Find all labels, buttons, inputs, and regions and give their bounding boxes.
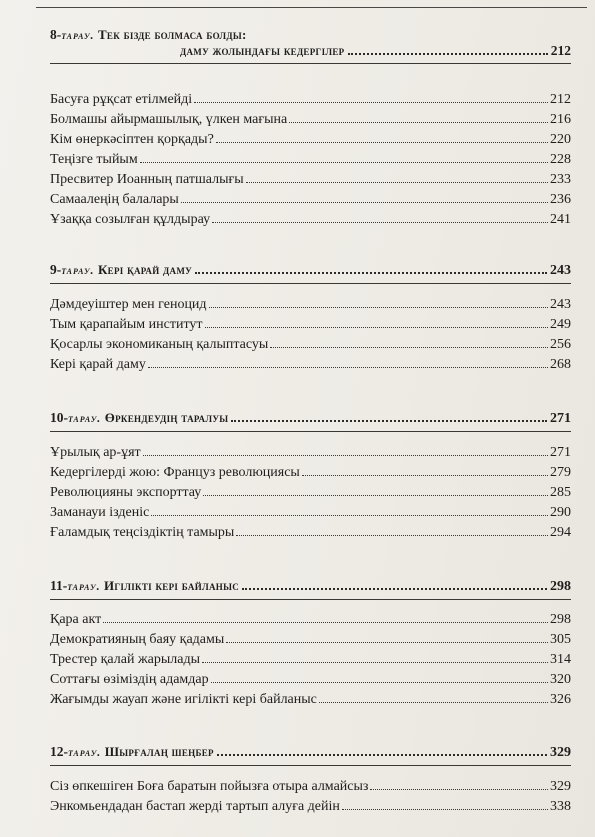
toc-entry[interactable] xyxy=(50,210,571,230)
dot-leader xyxy=(216,142,548,143)
dot-leader xyxy=(342,809,548,810)
dot-leader xyxy=(212,222,548,223)
dot-leader xyxy=(181,202,548,203)
chapter-page: 212 xyxy=(550,43,571,58)
chapter-heading-9 xyxy=(50,262,571,284)
dot-leader xyxy=(143,455,548,456)
entry-label: Самаалеңің балалары xyxy=(50,192,179,207)
toc-entry[interactable] xyxy=(50,463,571,483)
entry-label: Басуға рұқсат етілмейді xyxy=(50,92,193,107)
entry-page: 271 xyxy=(550,445,571,460)
toc-entry[interactable] xyxy=(50,610,571,630)
chapter-11-entries xyxy=(50,610,571,710)
entry-page: 212 xyxy=(550,92,571,107)
entry-page: 326 xyxy=(550,692,571,707)
chapter-page: 298 xyxy=(550,579,571,594)
chapter-9-entries xyxy=(50,295,571,375)
chapter-title: Өркендеудің таралуы xyxy=(104,410,229,425)
entry-page: 294 xyxy=(550,525,571,540)
entry-label: Теңізге тыйым xyxy=(50,152,138,167)
entry-label: Соттағы өзіміздің адамдар xyxy=(50,672,209,687)
entry-label: Кім өнеркәсіптен қорқады? xyxy=(50,132,214,147)
chapter-heading-11 xyxy=(50,578,571,600)
dot-leader xyxy=(217,754,547,756)
dot-leader xyxy=(226,642,548,643)
toc-entry[interactable] xyxy=(50,690,571,710)
entry-page: 228 xyxy=(550,152,571,167)
chapter-title: Игілікті кері байланыс xyxy=(103,578,240,593)
entry-page: 338 xyxy=(550,799,571,814)
toc-entry[interactable] xyxy=(50,150,571,170)
chapter-rule xyxy=(50,283,571,284)
dot-leader xyxy=(202,662,548,663)
dot-leader xyxy=(270,347,548,348)
toc-entry[interactable] xyxy=(50,335,571,355)
toc-entry[interactable] xyxy=(50,355,571,375)
toc-entry[interactable] xyxy=(50,670,571,690)
toc-entry[interactable] xyxy=(50,797,571,817)
chapter-rule xyxy=(50,599,571,600)
top-rule xyxy=(36,7,587,8)
chapter-title-continued: даму жолындағы кедергілер xyxy=(180,43,345,58)
toc-entry[interactable] xyxy=(50,315,571,335)
chapter-title: Кері қарай даму xyxy=(97,262,193,277)
entry-page: 216 xyxy=(550,112,571,127)
entry-label: Пресвитер Иоанның патшалығы xyxy=(50,172,244,187)
dot-leader xyxy=(236,535,548,536)
toc-entry[interactable] xyxy=(50,130,571,150)
dot-leader xyxy=(205,327,549,328)
toc-entry[interactable] xyxy=(50,483,571,503)
chapter-title: Шырғалаң шеңбер xyxy=(104,744,214,759)
chapter-word: тарау. xyxy=(61,28,95,42)
dot-leader xyxy=(319,702,548,703)
dot-leader xyxy=(231,420,547,422)
chapter-number: 10- xyxy=(50,410,68,425)
toc-entry[interactable] xyxy=(50,90,571,110)
entry-label: Жағымды жауап және игілікті кері байланыс xyxy=(50,692,317,707)
chapter-word: тарау. xyxy=(61,263,95,277)
toc-entry[interactable] xyxy=(50,523,571,543)
entry-label: Сіз өпкешіген Боға баратын пойызға отыра алмайсыз xyxy=(50,779,369,794)
entry-page: 249 xyxy=(550,317,571,332)
chapter-word: тарау. xyxy=(68,411,102,425)
dot-leader xyxy=(370,789,548,790)
dot-leader xyxy=(103,622,548,623)
chapter-8-entries xyxy=(50,90,571,230)
chapter-word: тарау. xyxy=(67,579,101,593)
chapter-rule xyxy=(50,431,571,432)
chapter-number: 9- xyxy=(50,262,62,277)
toc-entry[interactable] xyxy=(50,650,571,670)
dot-leader xyxy=(289,122,548,123)
chapter-heading-12 xyxy=(50,744,571,766)
chapter-number: 8- xyxy=(50,27,62,42)
dot-leader xyxy=(209,307,548,308)
chapter-heading-10 xyxy=(50,410,571,432)
entry-label: Энкомьендадан бастап жерді тартып алуға дейін xyxy=(50,799,340,814)
entry-page: 233 xyxy=(550,172,571,187)
entry-label: Кері қарай даму xyxy=(50,357,146,372)
entry-page: 285 xyxy=(550,485,571,500)
dot-leader xyxy=(195,272,547,274)
entry-label: Демократияның баяу қадамы xyxy=(50,632,225,647)
entry-label: Ғаламдық теңсіздіктің тамыры xyxy=(50,525,235,540)
toc-entry[interactable] xyxy=(50,295,571,315)
entry-label: Дәмдеуіштер мен геноцид xyxy=(50,297,207,312)
toc-entry[interactable] xyxy=(50,777,571,797)
chapter-10-entries xyxy=(50,443,571,543)
dot-leader xyxy=(348,53,547,55)
dot-leader xyxy=(194,102,548,103)
toc-entry[interactable] xyxy=(50,170,571,190)
entry-page: 236 xyxy=(550,192,571,207)
chapter-heading-8 xyxy=(50,27,571,64)
chapter-rule xyxy=(50,63,571,64)
chapter-page: 271 xyxy=(550,411,571,426)
entry-label: Революцияны экспорттау xyxy=(50,485,202,500)
entry-page: 268 xyxy=(550,357,571,372)
chapter-word: тарау. xyxy=(68,745,102,759)
dot-leader xyxy=(211,682,548,683)
dot-leader xyxy=(151,515,548,516)
dot-leader xyxy=(246,182,548,183)
entry-page: 305 xyxy=(550,632,571,647)
entry-page: 329 xyxy=(550,779,571,794)
chapter-page: 329 xyxy=(550,745,571,760)
toc-entry[interactable] xyxy=(50,190,571,210)
dot-leader xyxy=(148,367,548,368)
chapter-page: 243 xyxy=(550,263,571,278)
entry-label: Ұзаққа созылған құлдырау xyxy=(50,212,211,227)
toc-entry[interactable] xyxy=(50,503,571,523)
entry-label: Тым қарапайым институт xyxy=(50,317,203,332)
entry-page: 243 xyxy=(550,297,571,312)
entry-page: 290 xyxy=(550,505,571,520)
chapter-12-entries xyxy=(50,777,571,817)
entry-page: 279 xyxy=(550,465,571,480)
entry-label: Ұрылық ар-ұят xyxy=(50,445,141,460)
dot-leader xyxy=(242,588,547,590)
chapter-number: 12- xyxy=(50,744,68,759)
dot-leader xyxy=(203,495,548,496)
entry-page: 256 xyxy=(550,337,571,352)
toc-entry[interactable] xyxy=(50,443,571,463)
entry-page: 241 xyxy=(550,212,571,227)
chapter-title: Тек бізде болмаса болды: xyxy=(97,27,247,42)
entry-page: 298 xyxy=(550,612,571,627)
chapter-number: 11- xyxy=(50,578,68,593)
toc-entry[interactable] xyxy=(50,630,571,650)
entry-label: Трестер қалай жарылады xyxy=(50,652,200,667)
entry-label: Заманауи ізденіс xyxy=(50,505,150,520)
entry-label: Кедергілерді жою: Француз революциясы xyxy=(50,465,300,480)
entry-page: 320 xyxy=(550,672,571,687)
dot-leader xyxy=(302,475,548,476)
entry-label: Қосарлы экономиканың қалыптасуы xyxy=(50,337,269,352)
entry-page: 220 xyxy=(550,132,571,147)
entry-label: Болмашы айырмашылық, үлкен мағына xyxy=(50,112,288,127)
chapter-rule xyxy=(50,765,571,766)
dot-leader xyxy=(140,162,548,163)
entry-page: 314 xyxy=(550,652,571,667)
toc-entry[interactable] xyxy=(50,110,571,130)
entry-label: Қара акт xyxy=(50,612,102,627)
